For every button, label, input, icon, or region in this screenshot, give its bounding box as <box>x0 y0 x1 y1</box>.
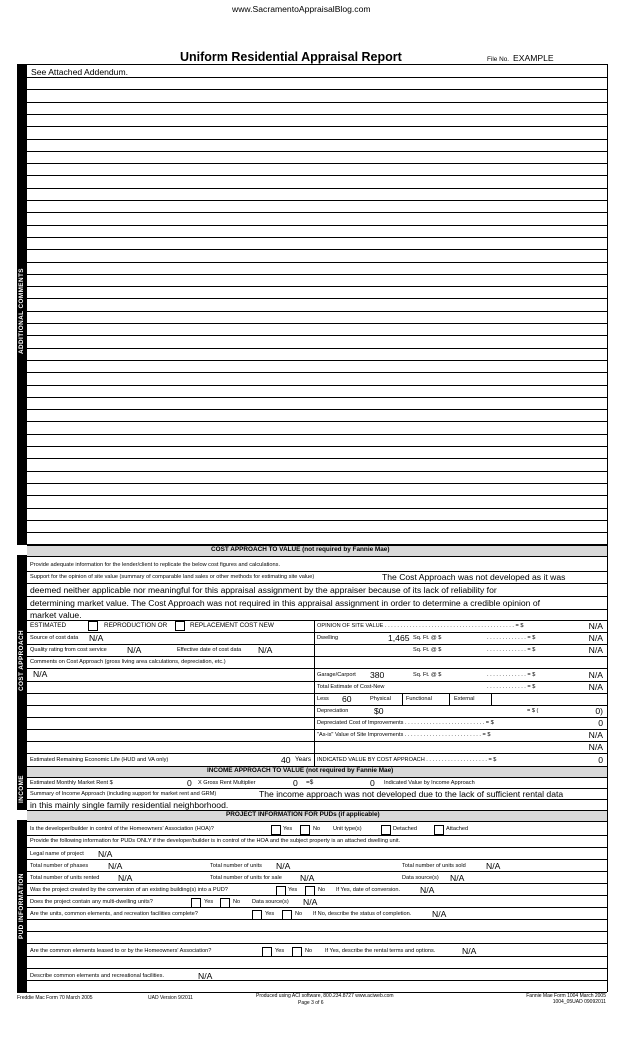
reproduction-label: REPRODUCTION OR <box>104 622 168 629</box>
pud-line <box>27 883 607 884</box>
cost-line <box>314 729 607 730</box>
comment-rule-line <box>27 163 607 164</box>
dwelling-label: Dwelling <box>317 635 339 641</box>
cost-line <box>27 668 314 669</box>
dwelling-eq: . . . . . . . . . . . . . = $ <box>487 635 536 641</box>
cost-comment-rule-line <box>27 729 314 730</box>
line2-value[interactable]: N/A <box>588 645 603 655</box>
income-label: INCOME <box>18 775 25 803</box>
units-sold-label: Total number of units sold <box>402 863 466 869</box>
comment-rule-line <box>27 212 607 213</box>
comment-rule-line <box>27 397 607 398</box>
conversion-no: No <box>318 887 326 893</box>
effective-date-label: Effective date of cost data <box>177 647 242 653</box>
hoa-control-yes-checkbox[interactable] <box>271 825 281 835</box>
complete-label: Are the units, common elements, and recreation facilities complete? <box>30 911 198 917</box>
footer-freddie: Freddie Mac Form 70 March 2005 <box>17 995 93 1001</box>
comment-rule-line <box>27 483 607 484</box>
effective-date-value[interactable]: N/A <box>258 645 273 655</box>
depreciation-physical[interactable]: $0 <box>374 706 384 716</box>
as-is-label: "As-is" Value of Site Improvements . . . . . . . . . . . . . . . . . . . . . . . . . = $ <box>317 732 491 738</box>
pud-line <box>27 919 607 920</box>
leased-label: Are the common elements leased to or by the Homeowners' Association? <box>30 948 212 954</box>
footer-produced: Produced using ACI software, 800.234.8727 www.aciweb.com <box>256 993 394 999</box>
cost-line <box>314 632 607 633</box>
pud-line <box>27 895 607 896</box>
total-estimate-eq: . . . . . . . . . . . . . = $ <box>487 684 536 690</box>
data-sources-label: Data source(s) <box>402 875 439 881</box>
legal-name-label: Legal name of project <box>30 851 84 857</box>
indicated-cost-label: INDICATED VALUE BY COST APPROACH . . . . . . . . . . . . . . . . . . . . = $ <box>317 757 497 763</box>
cost-line <box>27 609 607 610</box>
income-header: INCOME APPROACH TO VALUE (not required by Fannie Mae) <box>207 767 394 774</box>
cost-line <box>314 656 607 657</box>
pud-sidebar <box>17 820 27 992</box>
depreciated-cost-label: Depreciated Cost of Improvements . . . . . . . . . . . . . . . . . . . . . . . . . . = $ <box>317 720 494 726</box>
pud-header: PROJECT INFORMATION FOR PUDs (if applicable) <box>226 811 380 818</box>
footer-fannie: Fannie Mae Form 1004 March 2005 <box>526 993 606 999</box>
cost-comments-label: Comments on Cost Approach (gross living area calculations, depreciation, etc.) <box>30 659 226 665</box>
total-estimate-label: Total Estimate of Cost-New <box>317 684 385 690</box>
site-value[interactable]: N/A <box>588 621 603 631</box>
cost-comments-value[interactable]: N/A <box>33 669 48 679</box>
cost-line <box>27 753 607 754</box>
garage-eq: . . . . . . . . . . . . . = $ <box>487 672 536 678</box>
cost-line <box>314 717 607 718</box>
cost-comment-rule-line <box>27 717 314 718</box>
quality-value[interactable]: N/A <box>127 645 142 655</box>
estimated-label: ESTIMATED <box>30 622 67 629</box>
extra-value[interactable]: N/A <box>588 742 603 752</box>
garage-sqft[interactable]: 380 <box>370 670 385 680</box>
comment-rule-line <box>27 311 607 312</box>
footer-uad: UAD Version 9/2011 <box>148 995 193 1001</box>
comment-rule-line <box>27 77 607 78</box>
external-label: External <box>454 696 475 702</box>
leased-yes: Yes <box>275 948 285 954</box>
site-support-label: Support for the opinion of site value (summary of comparable land sales or other methods for estimating site value) <box>30 574 315 580</box>
comment-rule-line <box>27 372 607 373</box>
comment-rule-line <box>27 262 607 263</box>
comment-rule-line <box>27 200 607 201</box>
less-value[interactable]: 60 <box>342 694 352 704</box>
comment-rule-line <box>27 495 607 496</box>
cost-line <box>314 681 607 682</box>
file-no-label: File No. <box>487 56 510 63</box>
data-sources-value[interactable]: N/A <box>450 873 465 883</box>
total-estimate-value[interactable]: N/A <box>588 682 603 692</box>
site-support-text-2[interactable]: deemed neither applicable nor meaningful for this appraisal assignment by the appraiser because of its lack of reliability for <box>30 585 497 595</box>
line2-sqft-at: Sq. Ft. @ $ <box>413 647 442 653</box>
cost-line <box>314 741 607 742</box>
pud-line <box>27 968 607 969</box>
comment-rule-line <box>27 249 607 250</box>
leased-terms-label: If Yes, describe the rental terms and options. <box>325 948 436 954</box>
units-rented-value[interactable]: N/A <box>118 873 133 883</box>
attached-label: Attached <box>446 826 469 832</box>
dwelling-value[interactable]: N/A <box>588 633 603 643</box>
comment-rule-line <box>27 335 607 336</box>
leased-terms-value[interactable]: N/A <box>462 946 477 956</box>
dwelling-sqft-at: Sq. Ft. @ $ <box>413 635 442 641</box>
depreciation-label: Depreciation <box>317 708 349 714</box>
cost-line <box>314 705 607 706</box>
depreciated-cost-value[interactable]: 0 <box>598 718 603 728</box>
comment-rule-line <box>27 471 607 472</box>
cost-line <box>27 632 314 633</box>
cost-comment-rule-line <box>27 741 314 742</box>
page-title: Uniform Residential Appraisal Report <box>180 50 402 64</box>
units-rented-label: Total number of units rented <box>30 875 100 881</box>
cost-divider <box>449 693 450 705</box>
cost-line <box>27 620 607 621</box>
pud-provide-info: Provide the following information for PUDs ONLY if the developer/builder is in control of the HOA and the subject property is an attached dwelling unit. <box>30 838 401 844</box>
remaining-life-label: Estimated Remaining Economic Life (HUD and VA only) <box>30 757 169 763</box>
additional-comments-label: ADDITIONAL COMMENTS <box>18 268 25 354</box>
detached-label: Detached <box>393 826 417 832</box>
comments-text[interactable]: See Attached Addendum. <box>31 67 128 77</box>
attached-checkbox[interactable] <box>434 825 444 835</box>
cost-line <box>314 668 607 669</box>
comment-rule-line <box>27 274 607 275</box>
multi-dwelling-label: Does the project contain any multi-dwelling units? <box>30 899 153 905</box>
complete-yes: Yes <box>265 911 275 917</box>
comment-rule-line <box>27 446 607 447</box>
comment-rule-line <box>27 508 607 509</box>
comment-rule-line <box>27 520 607 521</box>
source-label: Source of cost data <box>30 635 79 641</box>
comment-rule-line <box>27 151 607 152</box>
cost-provide-info: Provide adequate information for the lender/client to replicate the below cost figures and calculations. <box>30 562 281 568</box>
income-summary-text-1[interactable]: The income approach was not developed due to the lack of sufficient rental data <box>259 789 564 799</box>
functional-label: Functional <box>406 696 432 702</box>
cost-comment-rule-line <box>27 693 314 694</box>
unit-type-label: Unit type(s) <box>333 826 362 832</box>
cost-divider <box>402 693 403 705</box>
legal-name-value[interactable]: N/A <box>98 849 113 859</box>
grm-label: X Gross Rent Multiplier <box>198 780 256 786</box>
income-indicated-value[interactable]: 0 <box>370 778 375 788</box>
cost-line <box>27 583 607 584</box>
income-summary-text-2[interactable]: in this mainly single family residential neighborhood. <box>30 800 229 810</box>
comment-rule-line <box>27 409 607 410</box>
comment-rule-line <box>27 434 607 435</box>
units-sold-value[interactable]: N/A <box>486 861 501 871</box>
complete-no: No <box>295 911 303 917</box>
units-for-sale-value[interactable]: N/A <box>300 873 315 883</box>
conversion-label: Was the project created by the conversion of an existing building(s) into a PUD? <box>30 887 228 893</box>
years-label: Years <box>295 756 312 763</box>
as-is-value[interactable]: N/A <box>588 730 603 740</box>
comment-rule-line <box>27 114 607 115</box>
site-support-text-1[interactable]: The Cost Approach was not developed as it was <box>382 572 566 582</box>
describe-label: Describe common elements and recreational facilities. <box>30 973 164 979</box>
footer-page: Page 3 of 6 <box>298 1000 324 1006</box>
conversion-yes: Yes <box>288 887 298 893</box>
grm-value[interactable]: 0 <box>293 778 298 788</box>
cost-line <box>314 693 607 694</box>
replacement-label: REPLACEMENT COST NEW <box>190 622 274 629</box>
hoa-control-yes: Yes <box>283 826 293 832</box>
complete-status-value[interactable]: N/A <box>432 909 447 919</box>
units-label: Total number of units <box>210 863 262 869</box>
less-label: Less <box>317 696 329 702</box>
source-value[interactable]: N/A <box>89 633 104 643</box>
file-no-value: EXAMPLE <box>513 53 554 63</box>
pud-line <box>27 943 607 944</box>
conversion-date-label: If Yes, date of conversion. <box>336 887 401 893</box>
describe-value[interactable]: N/A <box>198 971 213 981</box>
cost-approach-sidebar <box>17 555 27 766</box>
comment-rule-line <box>27 188 607 189</box>
monthly-rent-label: Estimated Monthly Market Rent $ <box>30 780 113 786</box>
pud-line <box>27 980 607 981</box>
comment-rule-line <box>27 237 607 238</box>
comment-rule-line <box>27 323 607 324</box>
site-value-label: OPINION OF SITE VALUE . . . . . . . . . . . . . . . . . . . . . . . . . . . . . . . . . . . . . . . . . . = $ <box>317 623 524 629</box>
multi-dwelling-yes: Yes <box>204 899 214 905</box>
units-for-sale-label: Total number of units for sale <box>210 875 282 881</box>
frame-right <box>607 64 608 992</box>
hoa-control-no: No <box>313 826 321 832</box>
comment-rule-line <box>27 126 607 127</box>
cost-approach-header: COST APPROACH TO VALUE (not required by Fannie Mae) <box>211 546 390 553</box>
income-sidebar <box>17 766 27 810</box>
additional-comments-sidebar <box>17 64 27 545</box>
pud-line <box>27 931 607 932</box>
cost-comment-rule-line <box>27 705 314 706</box>
monthly-rent-value[interactable]: 0 <box>187 778 192 788</box>
site-support-text-4[interactable]: market value. <box>30 610 82 620</box>
depreciation-value[interactable]: 0) <box>595 706 603 716</box>
pud-line <box>27 835 607 836</box>
multi-data-source-label: Data source(s) <box>252 899 289 905</box>
cost-line <box>314 644 607 645</box>
reproduction-checkbox[interactable] <box>88 621 98 631</box>
garage-value[interactable]: N/A <box>588 670 603 680</box>
comment-rule-line <box>27 360 607 361</box>
site-support-text-3[interactable]: determining market value. The Cost Approach was not required in this appraisal assignment in order to determine a credible opinion of <box>30 598 541 608</box>
phases-label: Total number of phases <box>30 863 89 869</box>
hoa-control-no-checkbox[interactable] <box>300 825 310 835</box>
pud-information-label: PUD INFORMATION <box>18 873 25 939</box>
income-summary-label: Summary of Income Approach (including support for market rent and GRM) <box>30 791 217 797</box>
income-eq: =$ <box>306 779 314 786</box>
pud-line <box>27 859 607 860</box>
detached-checkbox[interactable] <box>381 825 391 835</box>
garage-sqft-at: Sq. Ft. @ $ <box>413 672 442 678</box>
units-value[interactable]: N/A <box>276 861 291 871</box>
footer-code: 1004_05UAD 09092011 <box>552 999 606 1005</box>
quality-label: Quality rating from cost service <box>30 647 107 653</box>
pud-line <box>27 847 607 848</box>
comment-rule-line <box>27 532 607 533</box>
comment-rule-line <box>27 421 607 422</box>
comment-rule-line <box>27 286 607 287</box>
cost-divider <box>491 693 492 705</box>
comment-rule-line <box>27 102 607 103</box>
complete-status-label: If No, describe the status of completion. <box>313 911 412 917</box>
indicated-cost-value[interactable]: 0 <box>598 755 603 765</box>
depreciation-eq: = $ ( <box>527 708 539 714</box>
comment-rule-line <box>27 225 607 226</box>
comment-rule-line <box>27 458 607 459</box>
comment-rule-line <box>27 298 607 299</box>
comment-rule-line <box>27 89 607 90</box>
cost-line <box>27 656 314 657</box>
frame-top <box>17 64 607 65</box>
pud-line <box>27 956 607 957</box>
comment-rule-line <box>27 175 607 176</box>
comment-rule-line <box>27 348 607 349</box>
leased-no: No <box>305 948 313 954</box>
remaining-life-value[interactable]: 40 <box>281 755 291 765</box>
pud-line <box>27 871 607 872</box>
website-url: www.SacramentoAppraisalBlog.com <box>232 4 371 14</box>
multi-data-source-value[interactable]: N/A <box>303 897 318 907</box>
garage-label: Garage/Carport <box>317 672 356 678</box>
dwelling-sqft[interactable]: 1,465 <box>388 633 410 643</box>
conversion-date-value[interactable]: N/A <box>420 885 435 895</box>
cost-approach-label: COST APPROACH <box>18 629 25 691</box>
pud-line <box>27 907 607 908</box>
comment-rule-line <box>27 385 607 386</box>
hoa-control-label: Is the developer/builder in control of the Homeowners' Association (HOA)? <box>30 826 214 832</box>
line2-eq: . . . . . . . . . . . . . = $ <box>487 647 536 653</box>
multi-dwelling-no: No <box>233 899 241 905</box>
phases-value[interactable]: N/A <box>108 861 123 871</box>
income-indicated-label: Indicated Value by Income Approach <box>384 780 475 786</box>
comment-rule-line <box>27 139 607 140</box>
cost-line <box>27 596 607 597</box>
cost-comment-rule-line <box>27 681 314 682</box>
physical-label: Physical <box>370 696 391 702</box>
replacement-checkbox[interactable] <box>175 621 185 631</box>
